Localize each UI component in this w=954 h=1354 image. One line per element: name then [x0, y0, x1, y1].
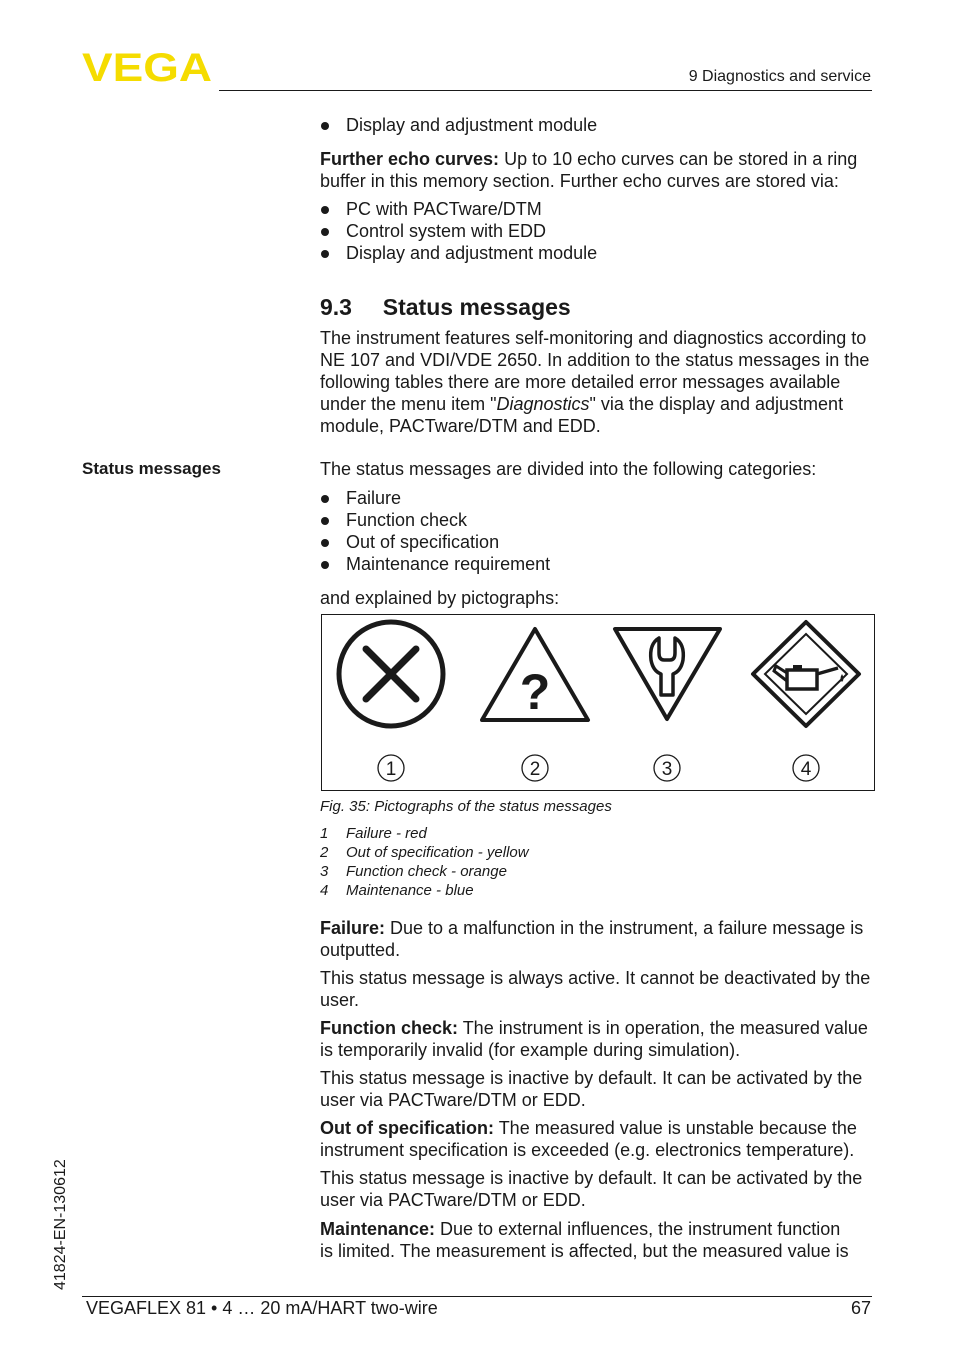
- description-failure-note: [320, 967, 875, 1011]
- pictograph-svg: [322, 615, 874, 790]
- section-text-2: " via the display and adjustment module, PACTware/DTM and EDD.: [320, 394, 844, 436]
- description-label: Out of specification:: [320, 1118, 495, 1138]
- legend-number: 4: [320, 882, 329, 899]
- failure-cross-icon: [339, 622, 443, 726]
- description-text: The measured value is unstable because the instrument specification is exceeded (e.g. electronics temperature).: [320, 1118, 857, 1160]
- echo-curves-label: Further echo curves:: [320, 149, 500, 169]
- description-text: This status message is inactive by default. It can be activated by the user via PACTware/DTM or EDD.: [320, 1068, 863, 1110]
- list-item: Maintenance requirement: [320, 553, 875, 575]
- pictographs-intro: and explained by pictographs:: [320, 588, 560, 608]
- echo-curves-list: [320, 198, 875, 264]
- figure-legend: [320, 824, 529, 900]
- footer-product: VEGAFLEX 81 • 4 … 20 mA/HART two-wire: [86, 1298, 438, 1318]
- legend-number: 1: [320, 825, 329, 842]
- echo-curves-paragraph: [320, 148, 875, 192]
- description-function-check-note: [320, 1067, 875, 1111]
- legend-text: Out of specification - yellow: [346, 844, 529, 861]
- section-number: 9.3: [320, 294, 352, 320]
- categories-list: [320, 487, 875, 575]
- legend-text: Failure - red: [346, 825, 427, 842]
- legend-number: 2: [320, 844, 329, 861]
- description-out-of-spec-note: [320, 1167, 875, 1211]
- list-item: Control system with EDD: [320, 220, 875, 242]
- legend-item: [320, 881, 529, 900]
- list-item: PC with PACTware/DTM: [320, 198, 875, 220]
- side-label: Status messages: [82, 459, 221, 478]
- pictograph-number: 2: [529, 759, 541, 780]
- footer-rule: [82, 1296, 872, 1297]
- list-item: Function check: [320, 509, 875, 531]
- chapter-title: 9 Diagnostics and service: [688, 68, 871, 85]
- pictograph-number: 1: [385, 759, 397, 780]
- vega-logo: [82, 50, 212, 84]
- categories-intro: The status messages are divided into the following categories:: [320, 459, 817, 479]
- section-intro-paragraph: [320, 327, 872, 437]
- intro-list: [320, 114, 875, 136]
- section-title: Status messages: [382, 294, 571, 320]
- document-code: 41824-EN-130612: [52, 1159, 69, 1290]
- legend-number: 3: [320, 863, 329, 880]
- legend-item: [320, 862, 529, 881]
- list-item: Out of specification: [320, 531, 875, 553]
- section-heading: [320, 294, 571, 321]
- description-out-of-spec: [320, 1117, 875, 1161]
- legend-item: [320, 824, 529, 843]
- description-maintenance: [320, 1218, 850, 1262]
- pictograph-numbers: [378, 755, 819, 781]
- description-text: Due to a malfunction in the instrument, a failure message is outputted.: [320, 918, 864, 960]
- figure-caption: Fig. 35: Pictographs of the status messages: [320, 798, 612, 815]
- pictograph-figure: [321, 614, 875, 791]
- echo-curves-text: Up to 10 echo curves can be stored in a ring buffer in this memory section. Further echo curves are stored via:: [320, 149, 858, 191]
- section-text-1: The instrument features self-monitoring and diagnostics according to NE 107 and VDI/VDE 2650. In addition to the status messages in the following tables there are more detailed error messages available under the menu item ": [320, 328, 870, 414]
- wrench-triangle-icon: [615, 629, 720, 719]
- page-number: 67: [850, 1298, 871, 1318]
- description-text: Due to external influences, the instrument function is limited. The measurement is affected, but the measured value is: [320, 1219, 849, 1261]
- description-label: Failure:: [320, 918, 386, 938]
- description-label: Function check:: [320, 1018, 459, 1038]
- description-label: Maintenance:: [320, 1219, 436, 1239]
- list-item: Display and adjustment module: [320, 114, 875, 136]
- description-text: This status message is inactive by default. It can be activated by the user via PACTware/DTM or EDD.: [320, 1168, 863, 1210]
- description-text: This status message is always active. It cannot be deactivated by the user.: [320, 968, 871, 1010]
- legend-text: Function check - orange: [346, 863, 507, 880]
- pictograph-number: 3: [661, 759, 673, 780]
- description-function-check: [320, 1017, 875, 1061]
- header-rule: [219, 90, 872, 91]
- description-text: The instrument is in operation, the measured value is temporarily invalid (for example during simulation).: [320, 1018, 868, 1060]
- oil-can-diamond-icon: [753, 622, 859, 726]
- svg-text:?: ?: [519, 664, 551, 720]
- legend-item: [320, 843, 529, 862]
- vega-logo-text: VEGA: [82, 50, 212, 84]
- diagnostics-term: Diagnostics: [496, 394, 590, 414]
- pictograph-number: 4: [800, 759, 812, 780]
- description-failure: [320, 917, 875, 961]
- list-item: Display and adjustment module: [320, 242, 875, 264]
- legend-text: Maintenance - blue: [346, 882, 474, 899]
- list-item: Failure: [320, 487, 875, 509]
- question-triangle-icon: [482, 629, 588, 720]
